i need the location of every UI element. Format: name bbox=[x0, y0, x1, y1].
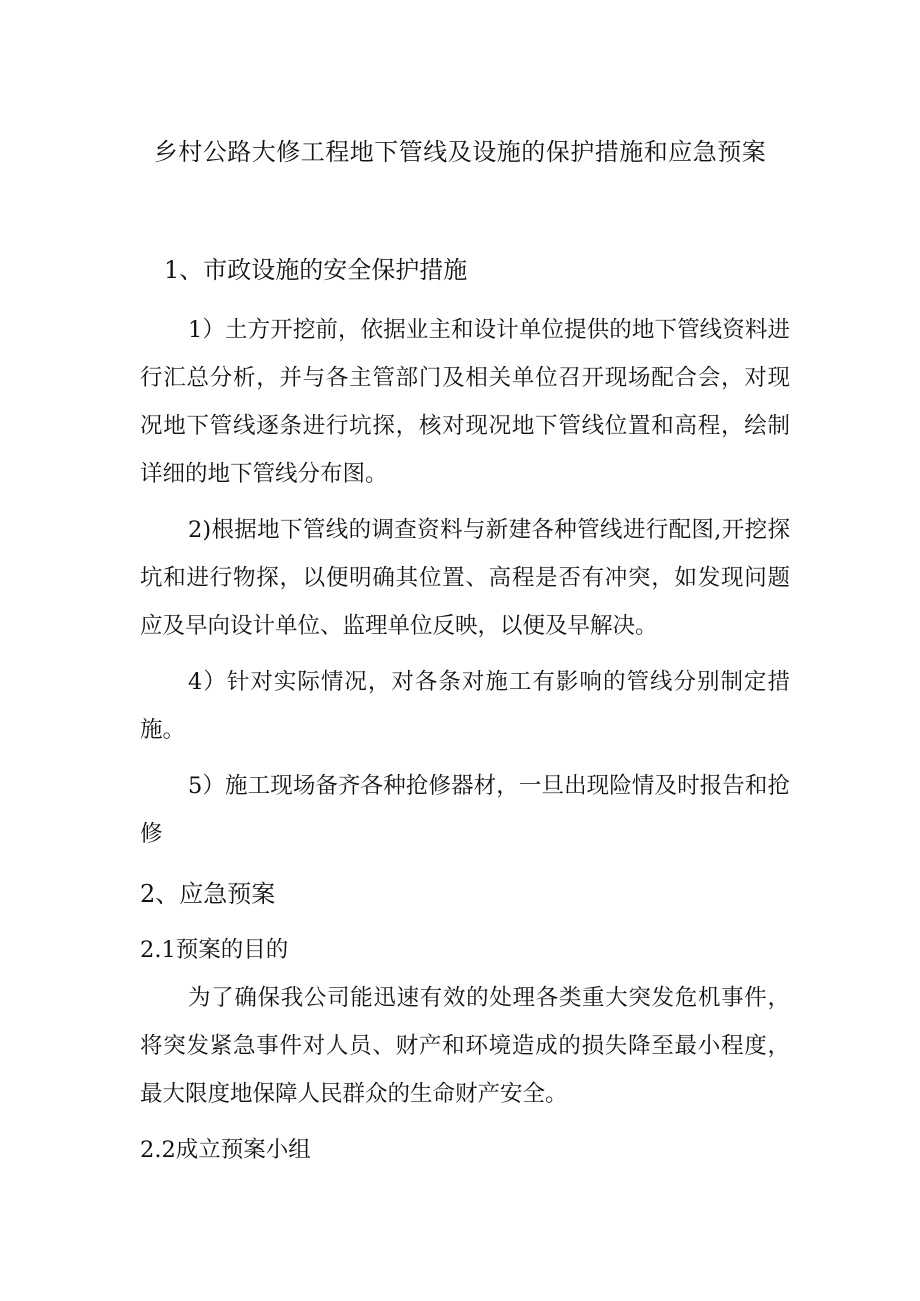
section-1-paragraph-3: 4）针对实际情况，对各条对施工有影响的管线分别制定措施。 bbox=[140, 669, 790, 743]
document-title: 乡村公路大修工程地下管线及设施的保护措施和应急预案 bbox=[153, 138, 767, 166]
subsection-2-1-heading: 2.1预案的目的 bbox=[140, 937, 289, 963]
subsection-2-2-heading: 2.2成立预案小组 bbox=[140, 1137, 311, 1163]
section-1-paragraph-4: 5）施工现场备齐各种抢修器材，一旦出现险情及时报告和抢修 bbox=[140, 773, 790, 847]
section-1-paragraph-1: 1）土方开挖前，依据业主和设计单位提供的地下管线资料进行汇总分析，并与各主管部门及相关单位召开现场配合会，对现况地下管线逐条进行坑探，核对现况地下管线位置和高程，绘制详细的地下管线分布图。 bbox=[140, 317, 790, 487]
section-1-paragraph-2: 2)根据地下管线的调查资料与新建各种管线进行配图,开挖探坑和进行物探，以便明确其位置、高程是否有冲突，如发现问题应及早向设计单位、监理单位反映，以便及早解决。 bbox=[140, 517, 790, 639]
section-1-heading: 1、市政设施的安全保护措施 bbox=[164, 256, 468, 284]
document-body bbox=[140, 246, 790, 1174]
subsection-2-1-paragraph: 为了确保我公司能迅速有效的处理各类重大突发危机事件，将突发紧急事件对人员、财产和环境造成的损失降至最小程度，最大限度地保障人民群众的生命财产安全。 bbox=[140, 985, 790, 1107]
section-2-heading: 2、应急预案 bbox=[140, 880, 276, 908]
